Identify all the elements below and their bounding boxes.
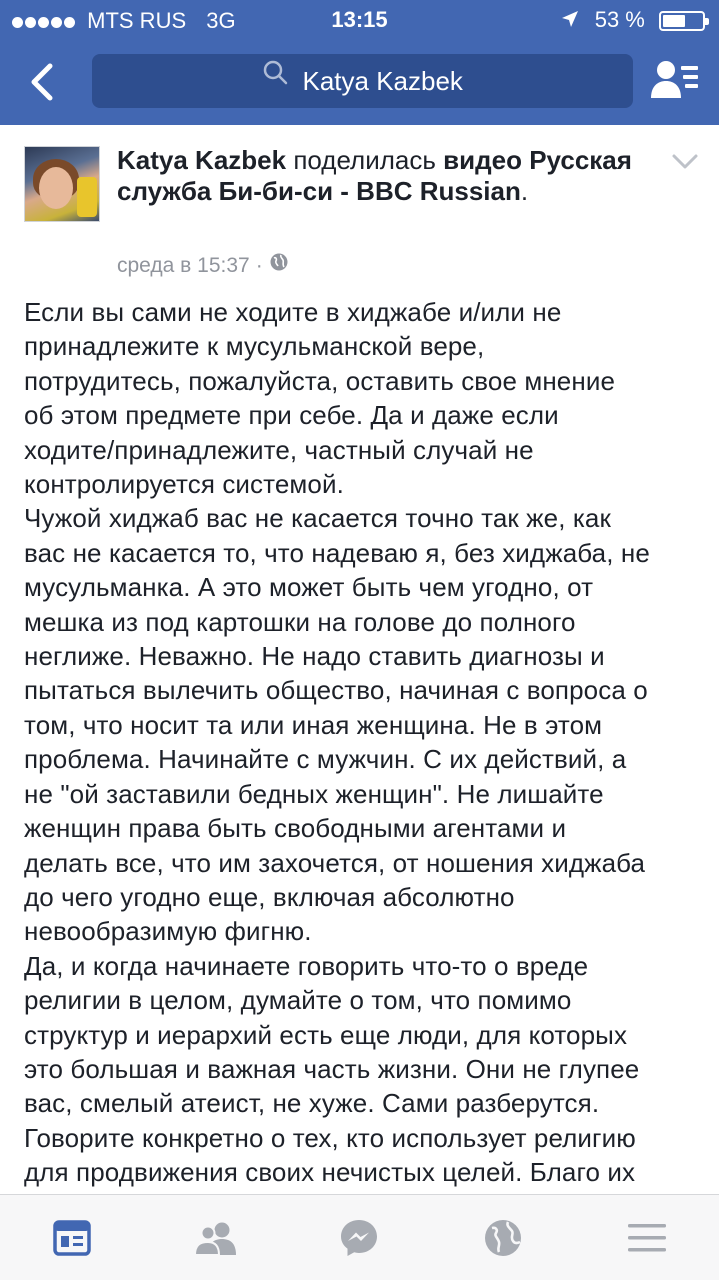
- tab-news-feed[interactable]: [22, 1195, 122, 1280]
- tab-notifications[interactable]: [453, 1195, 553, 1280]
- post-line: женщин права быть свободными агентами и: [24, 813, 567, 844]
- location-arrow-icon: [561, 1, 579, 41]
- tab-menu[interactable]: [597, 1195, 697, 1280]
- post-line: до чего угодно еще, включая абсолютно: [24, 881, 515, 912]
- network-type: 3G: [206, 8, 236, 34]
- chevron-down-icon: [670, 150, 700, 174]
- person-list-icon: [650, 58, 700, 104]
- top-navigation-bar: [0, 0, 719, 125]
- status-bar: [0, 0, 719, 40]
- globe-notifications-icon: [483, 1218, 523, 1258]
- post-line: делать все, что им захочется, от ношения хиджаба: [24, 847, 646, 878]
- post-menu-button[interactable]: [670, 150, 700, 174]
- chevron-left-icon: [22, 58, 66, 106]
- post-line: об этом предмете при себе. Да и даже если: [24, 400, 559, 431]
- author-name-link[interactable]: Katya Kazbek: [117, 145, 287, 175]
- post-line: проблема. Начинайте с мужчин. С их действий, а: [24, 744, 627, 775]
- post-line: Говорите конкретно о тех, кто использует религию: [24, 1122, 636, 1153]
- post-line: ходите/принадлежите, частный случай не: [24, 434, 534, 465]
- battery-icon: [659, 11, 705, 31]
- messenger-icon: [339, 1218, 379, 1258]
- menu-icon: [627, 1222, 667, 1254]
- search-icon: [262, 54, 288, 108]
- post-line: пытаться вылечить общество, начиная с вопроса о: [24, 675, 648, 706]
- post-line: Если вы сами не ходите в хиджабе и/или не: [24, 297, 562, 327]
- post-line: том, что носит та или иная женщина. Не в этом: [24, 709, 603, 740]
- tab-friends[interactable]: [166, 1195, 266, 1280]
- news-feed-icon: [53, 1220, 91, 1256]
- post-body: [24, 295, 704, 1195]
- carrier-name: MTS RUS: [87, 8, 187, 34]
- post-line: неглиже. Неважно. Не надо ставить диагнозы и: [24, 641, 605, 672]
- post-line: мусульманка. А это может быть чем угодно, от: [24, 572, 594, 603]
- post-line: Да, и когда начинаете говорить что-то о вреде: [24, 950, 589, 981]
- post-title: [117, 145, 667, 207]
- tab-messenger[interactable]: [309, 1195, 409, 1280]
- post-meta: [117, 252, 289, 280]
- search-query: Katya Kazbek: [302, 66, 463, 96]
- post-timestamp[interactable]: среда в 15:37: [117, 254, 250, 277]
- post-line: невообразимую фигню.: [24, 916, 312, 947]
- post-line: не "ой заставили бедных женщин". Не лишайте: [24, 778, 604, 809]
- title-period: .: [520, 176, 529, 206]
- status-time: 13:15: [331, 7, 388, 32]
- post-line: вас, смелый атеист, не хуже. Сами разберутся.: [24, 1088, 600, 1119]
- profile-button[interactable]: [650, 58, 700, 104]
- post-line: принадлежите к мусульманской вере,: [24, 331, 485, 362]
- search-bar[interactable]: [92, 54, 633, 108]
- video-link[interactable]: видео: [443, 145, 522, 175]
- post-line: потрудитесь, пожалуйста, оставить свое мнение: [24, 365, 616, 396]
- post-line: Чужой хиджаб вас не касается точно так же, как: [24, 503, 611, 534]
- post-line: это большая и важная часть жизни. Они не глупее: [24, 1053, 640, 1084]
- battery-percentage: 53 %: [594, 7, 645, 32]
- post-line: религии в целом, думайте о том, что помимо: [24, 985, 572, 1016]
- post-line: мешка из под картошки на голове до полного: [24, 606, 576, 637]
- meta-separator: ·: [255, 254, 263, 277]
- post-action: поделилась: [293, 145, 436, 175]
- post-line: структур и иерархий есть еще люди, для которых: [24, 1019, 628, 1050]
- back-button[interactable]: [22, 58, 66, 106]
- source-page-link[interactable]: Русская служба Би-би-си - BBC Russian: [117, 145, 632, 206]
- status-right: [561, 0, 705, 41]
- friends-icon: [194, 1221, 238, 1255]
- post-line: вас не касается то, что надеваю я, без хиджаба, не: [24, 537, 650, 568]
- globe-icon: [269, 252, 289, 280]
- post-line: контролируется системой.: [24, 469, 344, 500]
- author-avatar[interactable]: [24, 146, 100, 222]
- post-line: для продвижения своих нечистых целей. Благо их: [24, 1157, 636, 1188]
- bottom-tab-bar: [0, 1194, 719, 1280]
